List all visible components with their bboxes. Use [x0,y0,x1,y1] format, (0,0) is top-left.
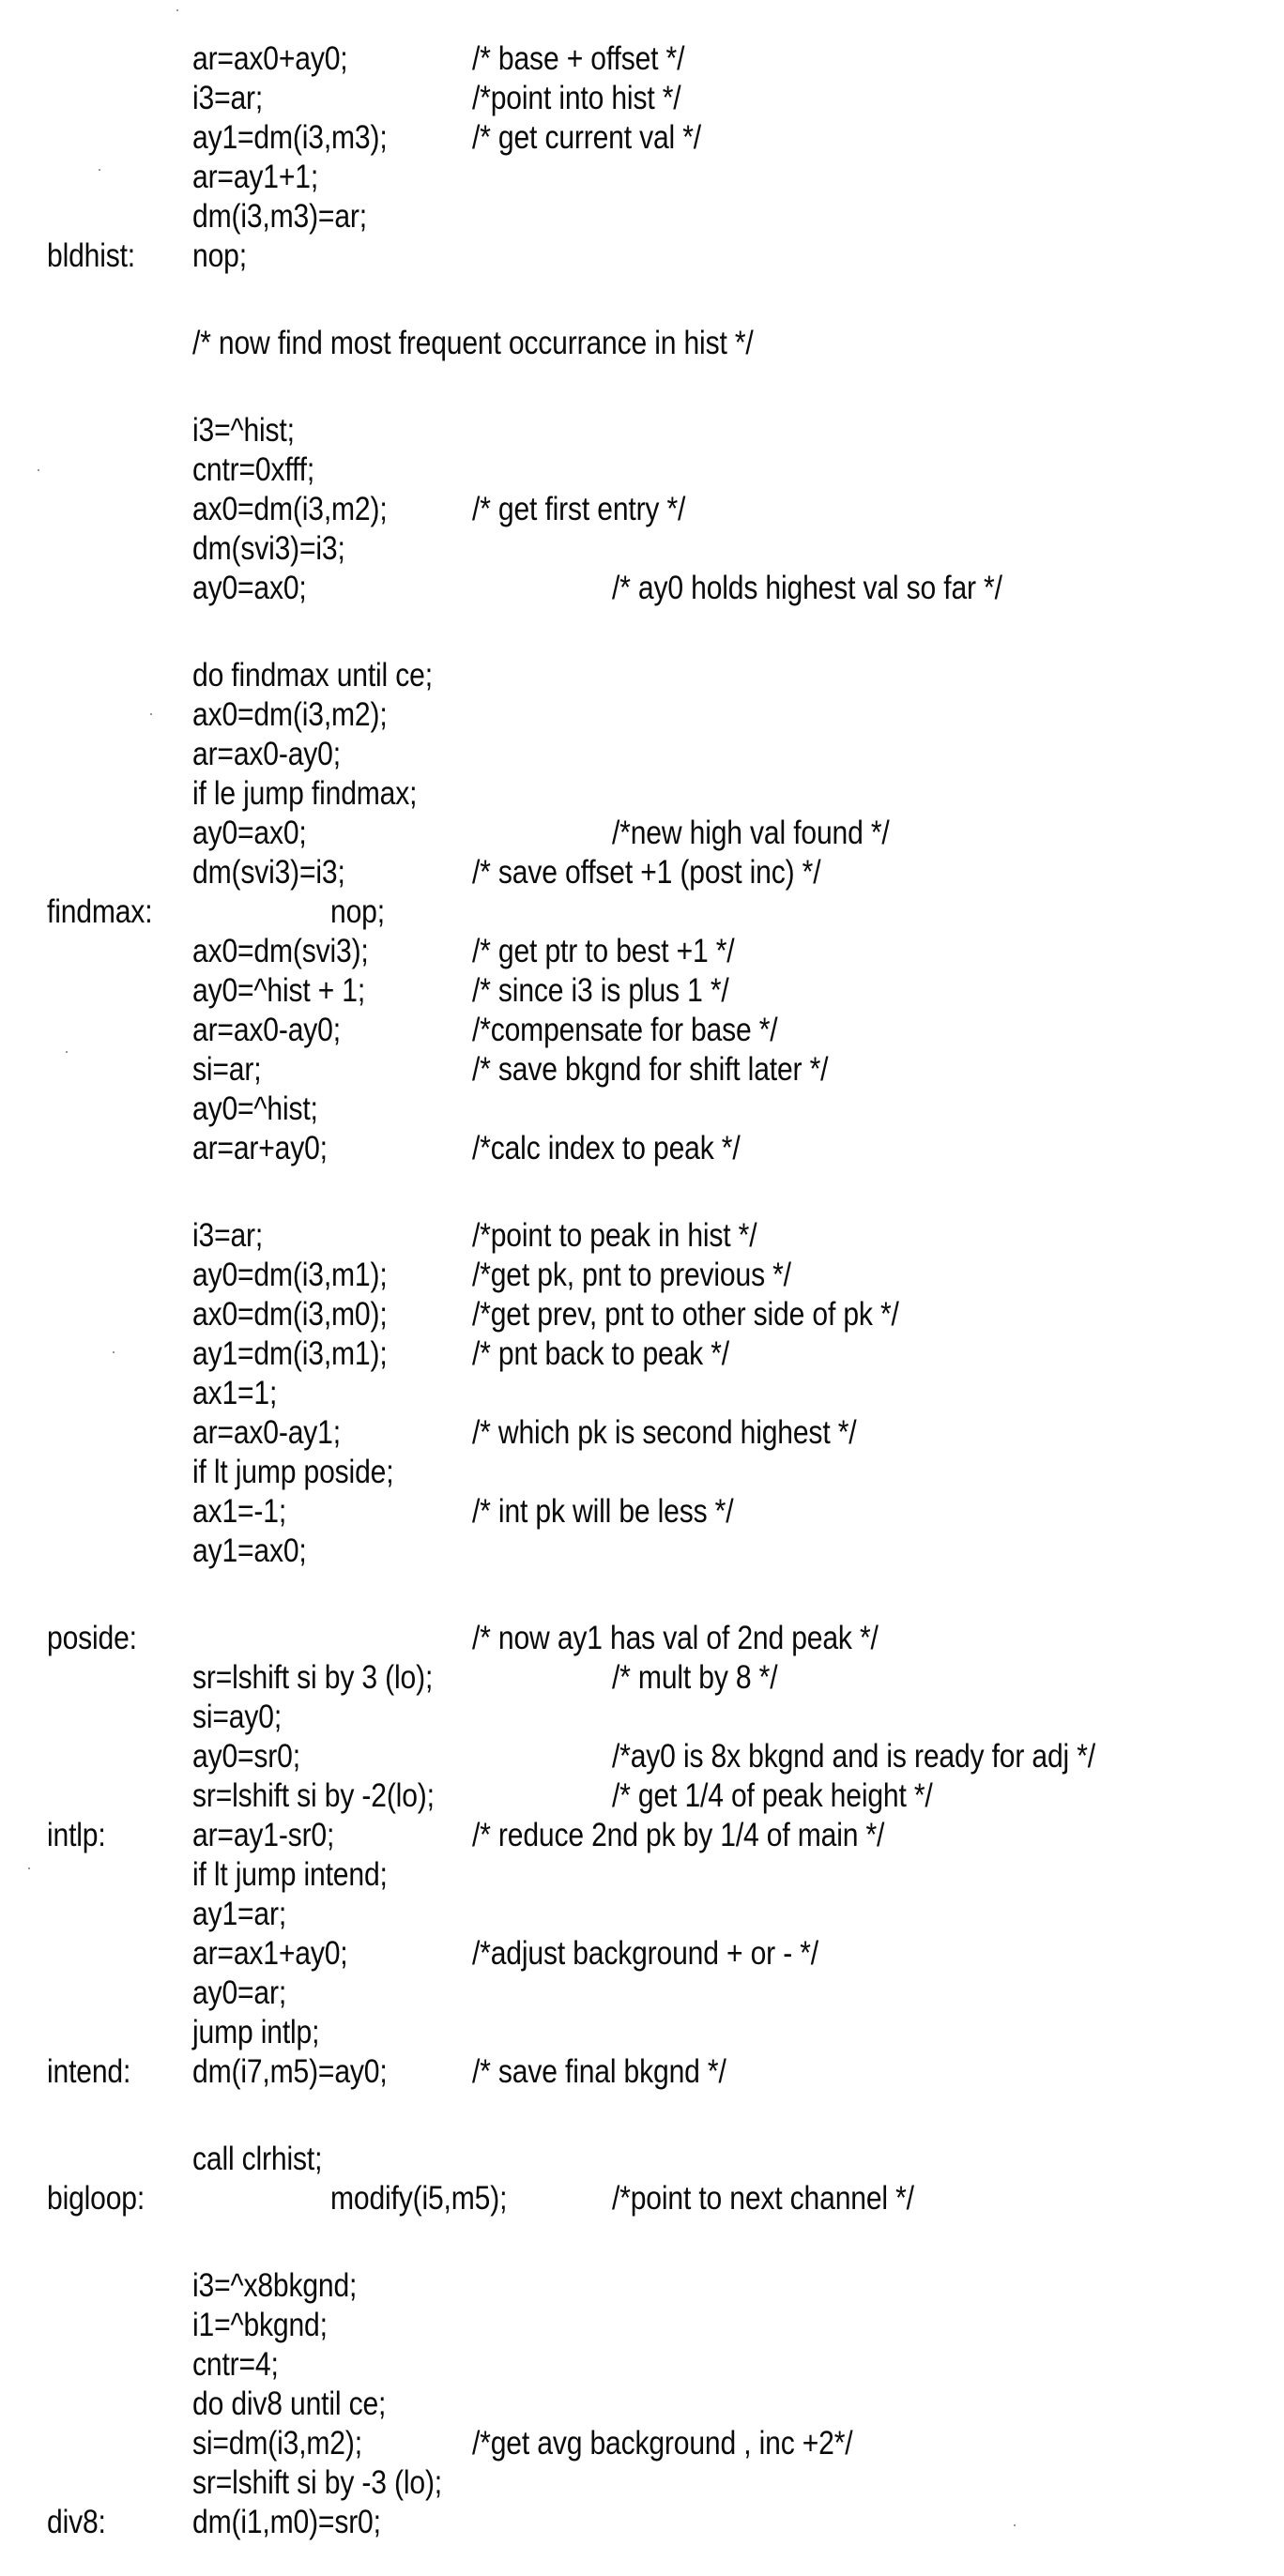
line-label: intend: [47,2053,131,2090]
line-code: ay0=ax0; [192,570,307,606]
line-code: ax0=dm(i3,m0); [192,1296,388,1333]
line-code: ax0=dm(i3,m2); [192,491,388,527]
line-comment: /*get avg background , inc +2*/ [472,2425,853,2462]
line-code: nop; [330,893,385,930]
line-code: nop; [192,237,247,274]
code-line [0,1855,1284,1895]
line-comment: /* get first entry */ [472,491,686,527]
code-line [0,2503,1284,2542]
line-code: ar=ar+ay0; [192,1130,328,1166]
line-code: sr=lshift si by 3 (lo); [192,1659,434,1696]
line-code: ar=ax0-ay1; [192,1414,341,1451]
scan-speck [113,1351,115,1353]
scan-speck [1014,2524,1016,2526]
line-code: if lt jump intend; [192,1856,388,1893]
line-code: call clrhist; [192,2141,323,2177]
code-line [0,529,1284,569]
code-line [0,197,1284,236]
code-line [0,490,1284,529]
line-comment: /*adjust background + or - */ [472,1935,818,1972]
line-code: ax0=dm(i3,m2); [192,696,388,733]
line-comment: /* now ay1 has val of 2nd peak */ [472,1620,879,1656]
code-line [0,1334,1284,1374]
line-code: i1=^bkgnd; [192,2307,328,2343]
line-code: si=dm(i3,m2); [192,2425,362,2462]
blank-line [0,2092,1284,2140]
line-code: ay1=dm(i3,m3); [192,119,388,156]
line-comment: /*point to peak in hist */ [472,1217,757,1254]
line-code: sr=lshift si by -3 (lo); [192,2464,442,2501]
line-label: poside: [47,1620,137,1656]
line-code: ay0=ax0; [192,815,307,851]
line-code: sr=lshift si by -2(lo); [192,1777,435,1814]
code-line [0,932,1284,971]
code-line [0,656,1284,695]
line-code: i3=ar; [192,1217,264,1254]
scan-speck [66,1051,68,1053]
line-code: ax1=-1; [192,1493,287,1530]
code-line [0,411,1284,450]
line-code: i3=^hist; [192,412,295,449]
code-line [0,2385,1284,2424]
line-code: ay0=sr0; [192,1738,300,1775]
line-code: /* now find most frequent occurrance in hist */ [192,325,754,361]
line-code: ar=ay1+1; [192,159,319,195]
code-line [0,1492,1284,1532]
line-code: cntr=4; [192,2346,279,2383]
line-comment: /* which pk is second highest */ [472,1414,857,1451]
code-line [0,1974,1284,2013]
line-code: modify(i5,m5); [330,2180,508,2217]
code-line [0,892,1284,932]
code-line [0,1374,1284,1413]
blank-line [0,1168,1284,1216]
code-line [0,1129,1284,1168]
blank-line [0,276,1284,324]
scan-speck [99,169,100,171]
code-line [0,1050,1284,1090]
line-comment: /* pnt back to peak */ [472,1335,729,1372]
line-label: bldhist: [47,237,135,274]
line-comment: /*calc index to peak */ [472,1130,741,1166]
code-line [0,569,1284,608]
line-code: ay1=ar; [192,1896,287,1932]
line-label: findmax: [47,893,153,930]
line-comment: /* save final bkgnd */ [472,2053,726,2090]
code-line [0,324,1284,363]
line-code: ar=ax0-ay0; [192,736,341,772]
line-code: dm(i7,m5)=ay0; [192,2053,388,2090]
line-code: do div8 until ce; [192,2385,387,2422]
line-code: ay0=ar; [192,1974,287,2011]
code-line [0,158,1284,197]
line-comment: /* int pk will be less */ [472,1493,734,1530]
line-code: ar=ax0-ay0; [192,1012,341,1048]
line-code: dm(svi3)=i3; [192,854,345,891]
line-code: ar=ax1+ay0; [192,1935,348,1972]
line-code: i3=ar; [192,80,264,116]
code-line [0,39,1284,79]
line-code: i3=^x8bkgnd; [192,2267,358,2304]
code-line [0,695,1284,735]
line-comment: /* reduce 2nd pk by 1/4 of main */ [472,1817,885,1853]
code-line [0,2266,1284,2306]
code-line [0,1011,1284,1050]
code-line [0,2013,1284,2052]
line-comment: /*get pk, pnt to previous */ [472,1257,791,1293]
code-line [0,1619,1284,1658]
code-line [0,2140,1284,2179]
line-comment: /* save offset +1 (post inc) */ [472,854,821,891]
code-line [0,118,1284,158]
line-comment: /*compensate for base */ [472,1012,778,1048]
line-comment: /* mult by 8 */ [612,1659,778,1696]
code-line [0,1532,1284,1571]
code-line [0,1816,1284,1855]
code-line [0,450,1284,490]
code-listing [0,39,1284,2542]
line-code: ay1=ax0; [192,1532,307,1569]
line-comment: /*new high val found */ [612,815,890,851]
code-line [0,814,1284,853]
line-code: ay0=dm(i3,m1); [192,1257,388,1293]
code-line [0,2179,1284,2218]
line-label: div8: [47,2504,106,2540]
line-code: ar=ax0+ay0; [192,40,348,77]
line-comment: /* base + offset */ [472,40,685,77]
line-code: jump intlp; [192,2014,320,2050]
line-label: intlp: [47,1817,106,1853]
line-code: si=ay0; [192,1699,283,1735]
line-code: ay0=^hist; [192,1090,318,1127]
code-line [0,1658,1284,1698]
line-code: ax0=dm(svi3); [192,933,369,969]
code-line [0,1895,1284,1934]
line-code: dm(svi3)=i3; [192,530,345,567]
line-code: ay1=dm(i3,m1); [192,1335,388,1372]
code-line [0,1776,1284,1816]
code-line [0,1737,1284,1776]
line-comment: /* get ptr to best +1 */ [472,933,735,969]
code-line [0,2463,1284,2503]
scan-speck [176,9,178,11]
line-comment: /*get prev, pnt to other side of pk */ [472,1296,899,1333]
blank-line [0,2218,1284,2266]
line-code: ay0=^hist + 1; [192,972,366,1009]
code-line [0,2052,1284,2092]
code-line [0,735,1284,774]
code-line [0,1698,1284,1737]
blank-line [0,608,1284,656]
code-line [0,774,1284,814]
code-line [0,1413,1284,1453]
line-code: dm(i3,m3)=ar; [192,198,367,235]
code-line [0,2424,1284,2463]
code-line [0,1216,1284,1256]
line-code: cntr=0xfff; [192,451,315,488]
line-code: ar=ay1-sr0; [192,1817,335,1853]
line-comment: /*point into hist */ [472,80,681,116]
blank-line [0,1571,1284,1619]
line-code: if lt jump poside; [192,1454,394,1490]
code-line [0,2306,1284,2345]
code-line [0,2345,1284,2385]
code-line [0,79,1284,118]
line-code: if le jump findmax; [192,775,418,812]
code-line [0,1090,1284,1129]
line-comment: /* ay0 holds highest val so far */ [612,570,1002,606]
code-line [0,1256,1284,1295]
line-comment: /* save bkgnd for shift later */ [472,1051,829,1088]
code-line [0,853,1284,892]
line-comment: /*ay0 is 8x bkgnd and is ready for adj */ [612,1738,1095,1775]
code-line [0,971,1284,1011]
line-comment: /* get 1/4 of peak height */ [612,1777,933,1814]
line-comment: /*point to next channel */ [612,2180,914,2217]
line-comment: /* since i3 is plus 1 */ [472,972,729,1009]
line-label: bigloop: [47,2180,145,2217]
code-line [0,1295,1284,1334]
blank-line [0,363,1284,411]
line-code: si=ar; [192,1051,262,1088]
line-code: dm(i1,m0)=sr0; [192,2504,381,2540]
code-line [0,1453,1284,1492]
line-code: ax1=1; [192,1375,278,1411]
line-code: do findmax until ce; [192,657,433,694]
scan-speck [150,713,152,715]
code-line [0,1934,1284,1974]
scan-speck [28,1867,30,1869]
scan-speck [38,469,39,471]
line-comment: /* get current val */ [472,119,701,156]
code-line [0,236,1284,276]
